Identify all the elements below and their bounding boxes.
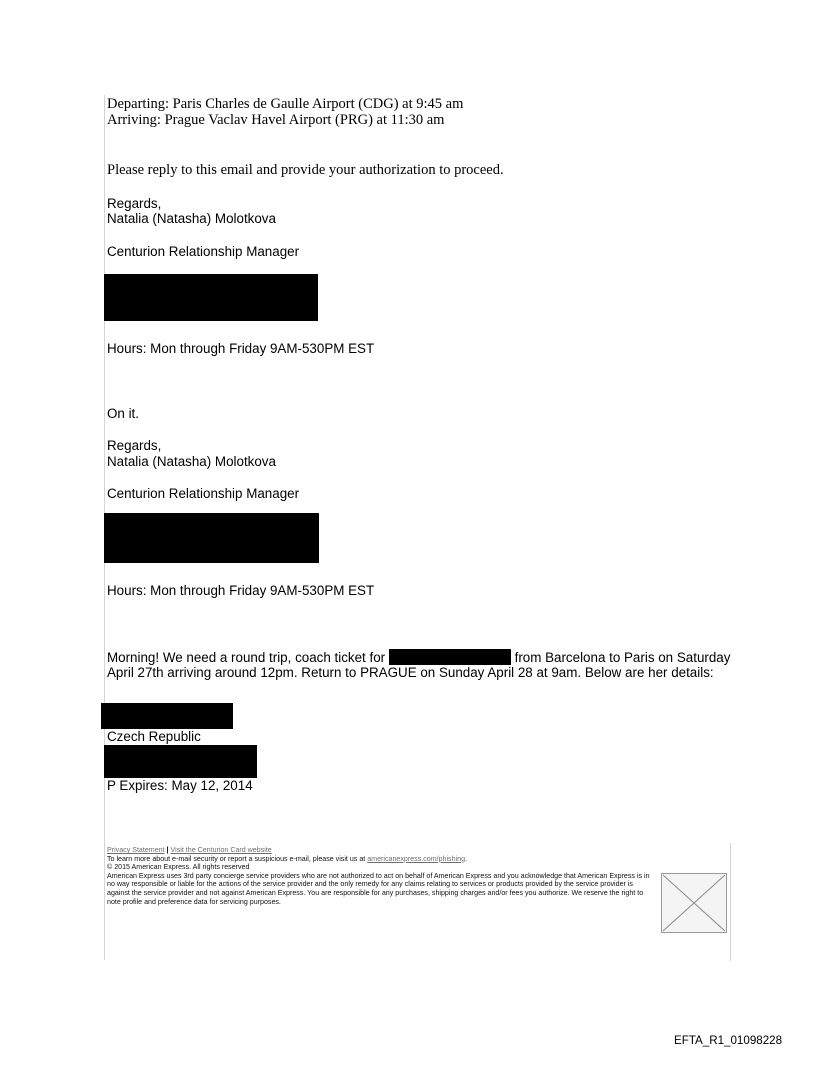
email-footer <box>107 846 655 906</box>
inline-redaction <box>389 649 511 665</box>
centurion-website-link[interactable]: Visit the Centurion Card website <box>170 846 272 854</box>
request-text-part1: Morning! We need a round trip, coach ticket for <box>107 650 386 665</box>
redaction-block <box>104 745 257 778</box>
document-id: EFTA_R1_01098228 <box>674 1034 783 1047</box>
signature-hours: Hours: Mon through Friday 9AM-530PM EST <box>107 341 375 356</box>
redaction-block <box>101 703 233 729</box>
request-paragraph <box>107 649 737 680</box>
passport-expires-line: P Expires: May 12, 2014 <box>107 778 253 793</box>
redaction-block <box>104 513 319 563</box>
reply-text: On it. <box>107 406 139 421</box>
signature-name: Natalia (Natasha) Molotkova <box>107 454 276 469</box>
arriving-line: Arriving: Prague Vaclav Havel Airport (PRG) at 11:30 am <box>107 112 445 128</box>
signature-regards: Regards, <box>107 438 162 453</box>
broken-image-icon <box>661 873 727 933</box>
signature-title: Centurion Relationship Manager <box>107 244 300 259</box>
security-text: To learn more about e-mail security or report a suspicious e-mail, please visit us at <box>107 854 366 863</box>
disclaimer-text: American Express uses 3rd party concierge service providers who are not authorized to act on behalf of American Express and you acknowledge that American Express is in no way responsible or liable for the actions of the service provider and the only remedy for any claims relating to services or products provided by the service provider is against the service provider and not against American Express. You are responsible for any purchases, shipping charges and/or fees you authorize. We reserve the right to note profile and preference data for servicing purposes. <box>107 871 650 906</box>
phishing-link[interactable]: americanexpress.com/phishing <box>367 854 466 863</box>
period: . <box>465 854 468 863</box>
departing-line: Departing: Paris Charles de Gaulle Airport (CDG) at 9:45 am <box>107 96 464 112</box>
redaction-block <box>104 274 318 321</box>
signature-hours: Hours: Mon through Friday 9AM-530PM EST <box>107 583 375 598</box>
country-line: Czech Republic <box>107 729 201 744</box>
reply-request-line: Please reply to this email and provide your authorization to proceed. <box>107 162 504 178</box>
privacy-statement-link[interactable]: Privacy Statement <box>107 846 165 854</box>
footer-right-border <box>730 843 731 961</box>
copyright-text: © 2015 American Express. All rights reserved <box>107 863 250 872</box>
signature-name: Natalia (Natasha) Molotkova <box>107 211 276 226</box>
request-text-part2: from Barcelona to Paris on Saturday April 27th arriving around 12pm. Return to PRAGUE on Sunday April 28 at 9am. Below are her details: <box>107 650 731 680</box>
signature-title: Centurion Relationship Manager <box>107 486 300 501</box>
link-separator: | <box>166 846 169 854</box>
signature-regards: Regards, <box>107 196 162 211</box>
